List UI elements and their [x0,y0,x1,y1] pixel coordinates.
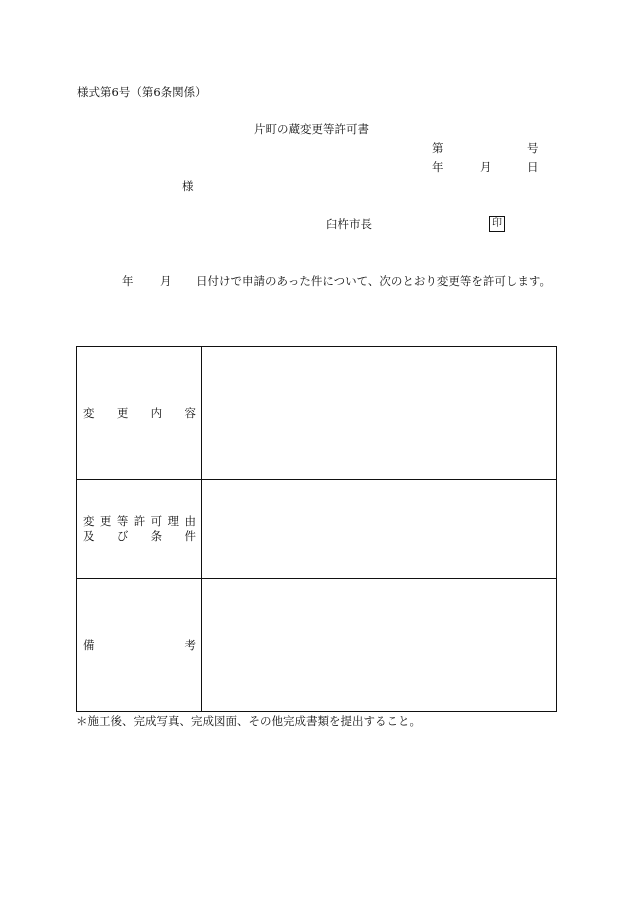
date-day: 日 [527,160,539,174]
label-char: 件 [184,529,196,543]
label-char: 及 [83,529,95,543]
form-id: 様式第6号（第6条関係） [77,85,207,99]
label-char: び [116,529,129,543]
document-title: 片町の蔵変更等許可書 [254,122,369,136]
label-char: 更 [99,514,112,528]
body-year: 年 [122,274,134,288]
addressee-suffix: 様 [182,179,194,193]
label-char: 内 [150,405,163,420]
label-char: 条 [150,529,163,543]
label-cell-remarks [77,579,202,712]
body-text: 日付けで申請のあった件について、次のとおり変更等を許可します。 [196,274,552,288]
label-char: 容 [184,405,196,420]
table-row [77,480,557,579]
label-char: 等 [116,514,129,528]
label-char: 更 [116,405,129,420]
label-char: 考 [184,637,196,652]
label-char: 理 [167,514,180,528]
label-cell-permit-reason [77,480,202,579]
label-line [77,638,201,653]
label-char: 変 [83,405,95,420]
label-line [77,406,201,421]
label-char: 由 [184,514,196,528]
label-char: 許 [133,514,146,528]
permit-table [76,346,557,712]
issuer-name: 臼杵市長 [326,217,372,231]
table-row [77,579,557,712]
value-cell-remarks [202,579,557,712]
label-char: 可 [150,514,163,528]
label-cell-change-content [77,347,202,480]
seal-mark: 印 [489,216,505,232]
value-cell-permit-reason [202,480,557,579]
number-prefix: 第 [432,141,444,155]
footnote: ＊施工後、完成写真、完成図面、その他完成書類を提出すること。 [76,714,421,728]
date-month: 月 [480,160,492,174]
label-line [77,529,201,544]
body-month: 月 [160,274,172,288]
label-char: 変 [83,514,95,528]
date-year: 年 [432,160,444,174]
label-line [77,514,201,529]
number-suffix: 号 [527,141,539,155]
label-char: 備 [83,637,95,652]
table-row [77,347,557,480]
value-cell-change-content [202,347,557,480]
